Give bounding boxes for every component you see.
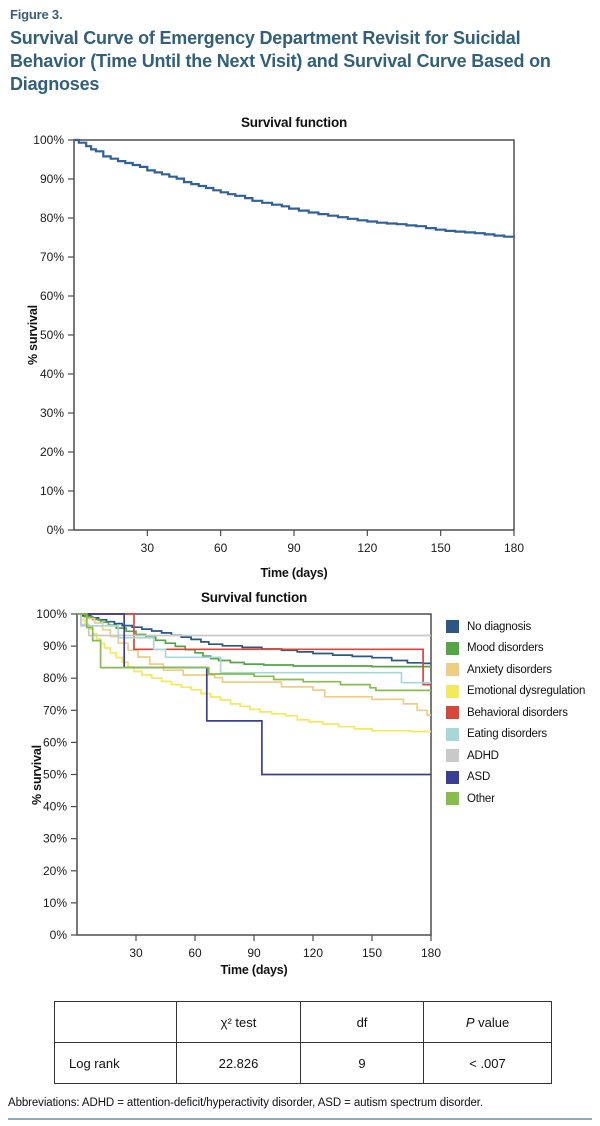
- legend-label: No diagnosis: [467, 620, 532, 633]
- legend-item: [446, 642, 585, 655]
- svg-text:0%: 0%: [49, 928, 67, 942]
- table-header-row: [55, 1002, 552, 1043]
- svg-text:100%: 100%: [36, 607, 67, 621]
- svg-text:80%: 80%: [39, 211, 64, 225]
- legend-swatch: [446, 792, 459, 805]
- legend-item: [446, 728, 585, 741]
- table-header-empty: [55, 1002, 177, 1043]
- chart2-legend: [446, 620, 585, 805]
- svg-text:0%: 0%: [46, 523, 64, 537]
- survival-curve: [77, 614, 431, 683]
- legend-swatch: [446, 663, 459, 676]
- svg-text:180: 180: [420, 946, 442, 960]
- table-row: [55, 1043, 552, 1084]
- survival-chart-overall: [0, 130, 600, 566]
- table-header-df: df: [301, 1002, 424, 1043]
- chart2-y-axis-label: % survival: [30, 745, 44, 805]
- survival-curve: [74, 140, 514, 238]
- svg-text:20%: 20%: [39, 445, 64, 459]
- legend-label: Other: [467, 792, 495, 805]
- legend-swatch: [446, 685, 459, 698]
- table-header-p-value: P value: [424, 1002, 552, 1043]
- legend-item: [446, 706, 585, 719]
- svg-text:150: 150: [430, 541, 451, 555]
- legend-item: [446, 771, 585, 784]
- svg-text:80%: 80%: [42, 671, 67, 686]
- legend-label: Emotional dysregulation: [467, 685, 586, 697]
- svg-text:180: 180: [503, 541, 525, 555]
- figure-title: Survival Curve of Emergency Department Revisit for Suicidal Behavior (Time Until the Next Visit) and Survival Curve Based on Diagnoses: [10, 28, 551, 95]
- legend-swatch: [446, 642, 459, 655]
- svg-text:120: 120: [357, 541, 378, 555]
- legend-swatch: [446, 771, 459, 784]
- svg-text:40%: 40%: [42, 799, 67, 814]
- svg-text:150: 150: [361, 946, 383, 960]
- svg-text:90: 90: [287, 541, 301, 555]
- svg-text:90%: 90%: [42, 639, 67, 654]
- svg-text:50%: 50%: [39, 328, 64, 342]
- legend-label: ADHD: [467, 749, 499, 762]
- svg-text:30%: 30%: [42, 831, 67, 846]
- legend-item: [446, 749, 585, 762]
- legend-label: Eating disorders: [467, 728, 547, 740]
- abbreviations-footnote: Abbreviations: ADHD = attention-deficit/hyperactivity disorder, ASD = autism spectrum disorder.: [8, 1097, 484, 1109]
- log-rank-table: [54, 1001, 552, 1084]
- legend-item: [446, 685, 585, 698]
- legend-item: [446, 620, 585, 633]
- table-cell-df-value: 9: [301, 1043, 424, 1084]
- svg-text:20%: 20%: [42, 863, 67, 878]
- legend-swatch: [446, 728, 459, 741]
- legend-label: Behavioral disorders: [467, 706, 568, 719]
- svg-text:30%: 30%: [39, 406, 64, 420]
- svg-text:30: 30: [129, 946, 143, 960]
- legend-label: ASD: [467, 771, 491, 783]
- legend-swatch: [446, 706, 459, 719]
- svg-text:60%: 60%: [42, 735, 67, 750]
- svg-text:40%: 40%: [39, 367, 64, 381]
- table-header-chi-square: χ² test: [177, 1002, 301, 1043]
- chart2-title: Survival function: [200, 590, 308, 605]
- svg-text:10%: 10%: [42, 895, 67, 910]
- chart1-y-axis-label: % survival: [26, 305, 40, 365]
- bottom-divider: [8, 1118, 592, 1120]
- legend-swatch: [446, 620, 459, 633]
- legend-item: [446, 663, 585, 676]
- legend-item: [446, 792, 585, 805]
- svg-text:90%: 90%: [39, 172, 64, 186]
- svg-text:60: 60: [213, 541, 228, 555]
- table-cell-log-rank: Log rank: [55, 1043, 177, 1084]
- chart1-title: Survival function: [240, 115, 348, 130]
- svg-text:90: 90: [247, 946, 261, 960]
- svg-text:60: 60: [188, 946, 202, 960]
- legend-swatch: [446, 749, 459, 762]
- chart2-x-axis-label: Time (days): [220, 963, 288, 977]
- svg-text:10%: 10%: [39, 484, 64, 498]
- table-cell-chi-square-value: 22.826: [177, 1043, 301, 1084]
- figure-label: Figure 3.: [10, 7, 63, 22]
- svg-text:100%: 100%: [33, 133, 64, 147]
- survival-curve: [77, 614, 431, 663]
- chart1-x-axis-label: Time (days): [260, 566, 328, 580]
- svg-text:60%: 60%: [39, 289, 64, 303]
- survival-curve: [77, 614, 431, 667]
- legend-label: Anxiety disorders: [467, 663, 552, 676]
- svg-text:120: 120: [302, 946, 324, 960]
- svg-text:50%: 50%: [42, 767, 67, 782]
- table-cell-p-value: < .007: [424, 1043, 552, 1084]
- svg-text:70%: 70%: [39, 250, 64, 264]
- legend-label: Mood disorders: [467, 642, 544, 654]
- svg-text:30: 30: [140, 541, 155, 555]
- svg-text:70%: 70%: [42, 703, 67, 718]
